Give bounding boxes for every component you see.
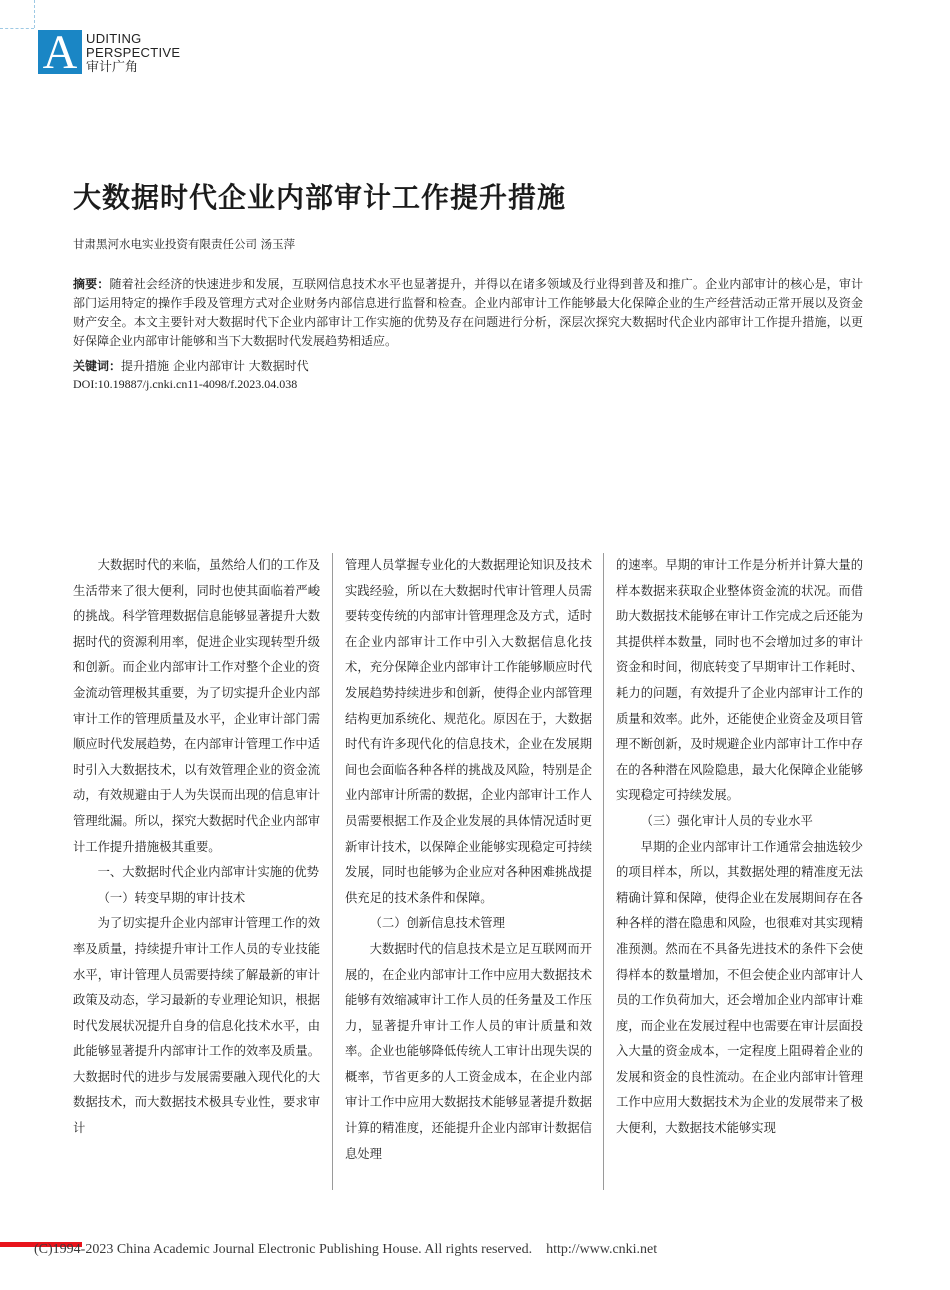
logo-chinese: 审计广角 [86, 60, 139, 75]
keywords-text: 提升措施 企业内部审计 大数据时代 [121, 359, 309, 373]
body-column-3 [616, 553, 863, 1142]
paragraph: 管理人员掌握专业化的大数据理论知识及技术实践经验，所以在大数据时代审计管理人员需要转变传统的内部审计管理理念及方式，适时在企业内部审计工作中引入大数据信息化技术，充分保障企业内部审计工作能够顺应时代发展趋势持续进步和创新，使得企业内部管理结构更加系统化、规范化。原因在于，大数据时代有许多现代化的信息技术，企业在发展期间也会面临各种各样的挑战及风险，特别是企业内部审计所需的数据，企业内部审计工作人员需要根据工作及企业发展的具体情况适时更新审计技术，以保障企业能够实现稳定可持续发展，同时也能够为企业应对各种困难挑战提供充足的技术条件和保障。 [345, 558, 592, 905]
doi: DOI:10.19887/j.cnki.cn11-4098/f.2023.04.038 [73, 377, 298, 391]
paragraph: 大数据时代的信息技术是立足互联网而开展的，在企业内部审计工作中应用大数据技术能够有效缩减审计工作人员的任务量及工作压力，显著提升审计工作人员的审计质量和效率。企业也能够降低传统人工审计出现失误的概率，节省更多的人工资金成本，在企业内部审计工作中应用大数据技术能够显著提升数据计算的精准度，还能提升企业内部审计数据信息处理 [345, 941, 592, 1161]
abstract [73, 275, 863, 351]
author-line: 甘肃黑河水电实业投资有限责任公司 汤玉萍 [73, 237, 296, 251]
logo-letter-box: A [38, 30, 82, 74]
column-divider [603, 553, 604, 1190]
article-title: 大数据时代企业内部审计工作提升措施 [73, 181, 567, 214]
subsection-heading: （三）强化审计人员的专业水平 [640, 813, 813, 828]
logo-line1: UDITING [86, 31, 142, 46]
column-divider [332, 553, 333, 1190]
abstract-label: 摘要： [73, 277, 110, 291]
section-heading: 一、大数据时代企业内部审计实施的优势 [97, 865, 319, 880]
body-column-1 [73, 553, 320, 1142]
keywords-label: 关键词： [73, 359, 122, 373]
paragraph: 的速率。早期的审计工作是分析并计算大量的样本数据来获取企业整体资金流的状况。而借助大数据技术能够在审计工作完成之后还能为其提供样本数量，同时也不会增加过多的审计资金和时间，彻底转变了早期审计工作耗时、耗力的问题，有效提升了企业内部审计工作的质量和效率。此外，还能使企业资金及项目管理不断创新，及时规避企业内部审计工作中存在的各种潜在风险隐患，最大化保障企业能够实现稳定可持续发展。 [616, 558, 863, 803]
corner-guide-horizontal [0, 28, 34, 29]
page-number: 168 [34, 1235, 48, 1244]
paragraph: 早期的企业内部审计工作通常会抽选较少的项目样本，所以，其数据处理的精准度无法精确计算和保障，使得企业在发展期间存在各种各样的潜在隐患和风险，也很难对其实现精准预测。然而在不具备先进技术的条件下会使得样本的数量增加，不但会使企业内部审计人员的工作负荷加大，还会增加企业内部审计难度，而企业在发展过程中也需要在审计层面投入大量的资金成本，一定程度上阻碍着企业的发展和资金的良性流动。在企业内部审计管理工作中应用大数据技术为企业的发展带来了极大便利，大数据技术能够实现 [616, 839, 863, 1136]
subsection-heading: （一）转变早期的审计技术 [97, 890, 246, 905]
logo-text [86, 32, 180, 76]
copyright-notice: (C)1994-2023 China Academic Journal Electronic Publishing House. All rights reserved. http://www.cnki.net [34, 1242, 658, 1257]
abstract-text: 随着社会经济的快速进步和发展，互联网信息技术水平也显著提升，并得以在诸多领域及行业得到普及和推广。企业内部审计的核心是，审计部门运用特定的操作手段及管理方式对企业财务内部信息进行监督和检查。企业内部审计工作能够最大化保障企业的生产经营活动正常开展以及资金财产安全。本文主要针对大数据时代下企业内部审计工作实施的优势及存在问题进行分析，深层次探究大数据时代企业内部审计工作提升措施，以更好保障企业内部审计能够和当下大数据时代发展趋势相适应。 [73, 277, 863, 348]
logo-line2: PERSPECTIVE [86, 45, 181, 60]
paragraph: 为了切实提升企业内部审计管理工作的效率及质量，持续提升审计工作人员的专业技能水平，审计管理人员需要持续了解最新的审计政策及动态，学习最新的专业理论知识，根据时代发展状况提升自身的信息化技术水平，由此能够显著提升内部审计工作的效率及质量。大数据时代的进步与发展需要融入现代化的大数据技术，而大数据技术极具专业性，要求审计 [73, 916, 320, 1136]
keywords [73, 357, 309, 374]
subsection-heading: （二）创新信息技术管理 [369, 916, 505, 931]
paragraph: 大数据时代的来临，虽然给人们的工作及生活带来了很大便利，同时也使其面临着严峻的挑战。科学管理数据信息能够显著提升大数据时代的资源利用率，促进企业实现转型升级和创新。而企业内部审计工作对整个企业的资金流动管理极其重要，为了切实提升企业内部审计工作的管理质量及水平，企业审计部门需顺应时代发展趋势，在内部审计管理工作中适时引入大数据技术，以有效管理企业的资金流动，有效规避由于人为失误而出现的信息审计管理纰漏。所以，探究大数据时代企业内部审计工作提升措施极其重要。 [73, 558, 320, 854]
body-column-2 [345, 553, 592, 1167]
corner-guide-vertical [34, 0, 35, 28]
